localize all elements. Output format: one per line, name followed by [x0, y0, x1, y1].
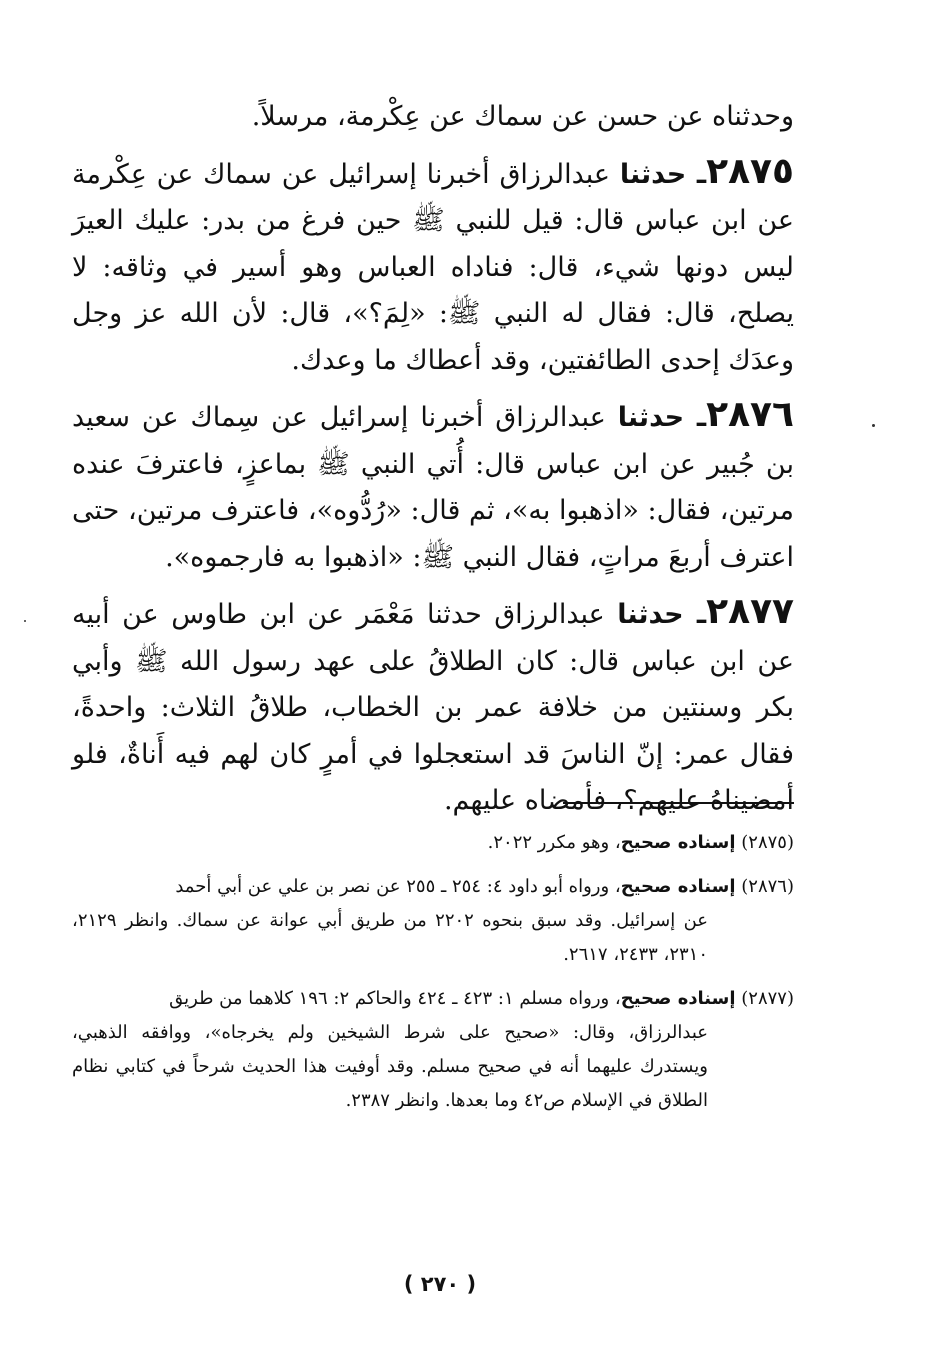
footnote-ref: (٢٨٧٧): [741, 988, 794, 1009]
footnote-2877: [72, 982, 794, 1118]
hadith-lead: ـ حدثنا: [619, 158, 707, 190]
footnote-text: ، ورواه أبو داود ٤: ٢٥٤ ـ ٢٥٥ عن نصر بن علي عن أبي أحمد: [175, 876, 621, 897]
footnote-2876: [72, 870, 794, 972]
footnote-ref: (٢٨٧٥): [741, 832, 794, 853]
hadith-2876: [72, 395, 794, 581]
footnote-grade: إسناده صحيح: [620, 876, 736, 897]
footnote-text: ، ورواه مسلم ١: ٤٢٣ ـ ٤٢٤ والحاكم ٢: ١٩٦ كلاهما من طريق: [169, 988, 621, 1009]
footnote-separator: [563, 802, 794, 804]
footnote-text: ، وهو مكرر ٢٠٢٢.: [487, 832, 621, 853]
hadith-number: ٢٨٧٦: [706, 394, 794, 435]
footnote-continuation: عن إسرائيل. وقد سبق بنحوه ٢٢٠٢ من طريق أبي عوانة عن سماك. وانظر ٢١٢٩، ٢٣١٠، ٢٤٣٣، ٢٦١٧.: [72, 910, 709, 965]
footnote-continuation: عبدالرزاق، وقال: «صحيح على شرط الشيخين ولم يخرجاه»، ووافقه الذهبي، ويستدرك عليهما أنه في صحيح مسلم. وقد أوفيت هذا الحديث شرحاً في كتابي نظام الطلاق في الإسلام ص٤٢ وما بعدها. وانظر ٢٣٨٧.: [72, 1022, 708, 1111]
page-number: ( ٢٧٠ ): [403, 1272, 477, 1296]
hadith-2877: [72, 592, 794, 825]
hadith-lead: ـ حدثنا: [617, 599, 707, 630]
footnote-grade: إسناده صحيح: [620, 832, 736, 853]
intro-line: وحدثناه عن حسن عن سماك عن عِكْرمة، مرسلاً.: [251, 101, 794, 132]
scan-speck: [24, 620, 26, 622]
hadith-text: عبدالرزاق حدثنا مَعْمَر عن ابن طاوس عن أبيه عن ابن عباس قال: كان الطلاقُ على عهد رسول الله ﷺ وأبي بكر وسنتين من خلافة عمر بن الخطاب، طلاقُ الثلاث: واحدةً، فقال عمر: إنّ الناسَ قد استعجلوا في أمرٍ كان لهم فيه أَناةٌ، فلو أمضيناهُ عليهم؟، فأمضاه عليهم.: [72, 599, 794, 816]
hadith-text: عبدالرزاق أخبرنا إسرائيل عن سماك عن عِكْرمة عن ابن عباس قال: قيل للنبي ﷺ حين فرغ من بدر: عليك العيرَ ليس دونها شيء، قال: فناداه العباس وهو أسير في وثاقه: لا يصلح، قال: فقال له النبي ﷺ: «لِمَ؟»، قال: لأن الله عز وجل وعدَك إحدى الطائفتين، وقد أعطاك ما وعدك.: [72, 158, 794, 376]
hadith-lead: ـ حدثنا: [617, 402, 707, 433]
hadith-number: ٢٨٧٥: [706, 150, 794, 192]
footnotes: [72, 826, 794, 1128]
main-text: [72, 94, 794, 825]
scan-speck: [872, 424, 875, 427]
footnote-grade: إسناده صحيح: [620, 988, 736, 1009]
footnote-ref: (٢٨٧٦): [741, 876, 794, 897]
hadith-2875: [72, 152, 794, 385]
footnote-2875: [72, 826, 794, 860]
hadith-number: ٢٨٧٧: [706, 591, 795, 632]
hadith-text: عبدالرزاق أخبرنا إسرائيل عن سِماك عن سعيد بن جُبير عن ابن عباس قال: أُتي النبي ﷺ بماعزٍ، فاعترفَ عنده مرتين، فقال: «اذهبوا به»، ثم قال: «رُدُّوه»، فاعترف مرتين، حتى اعترف أربعَ مراتٍ، فقال النبي ﷺ: «اذهبوا به فارجموه».: [72, 402, 794, 573]
